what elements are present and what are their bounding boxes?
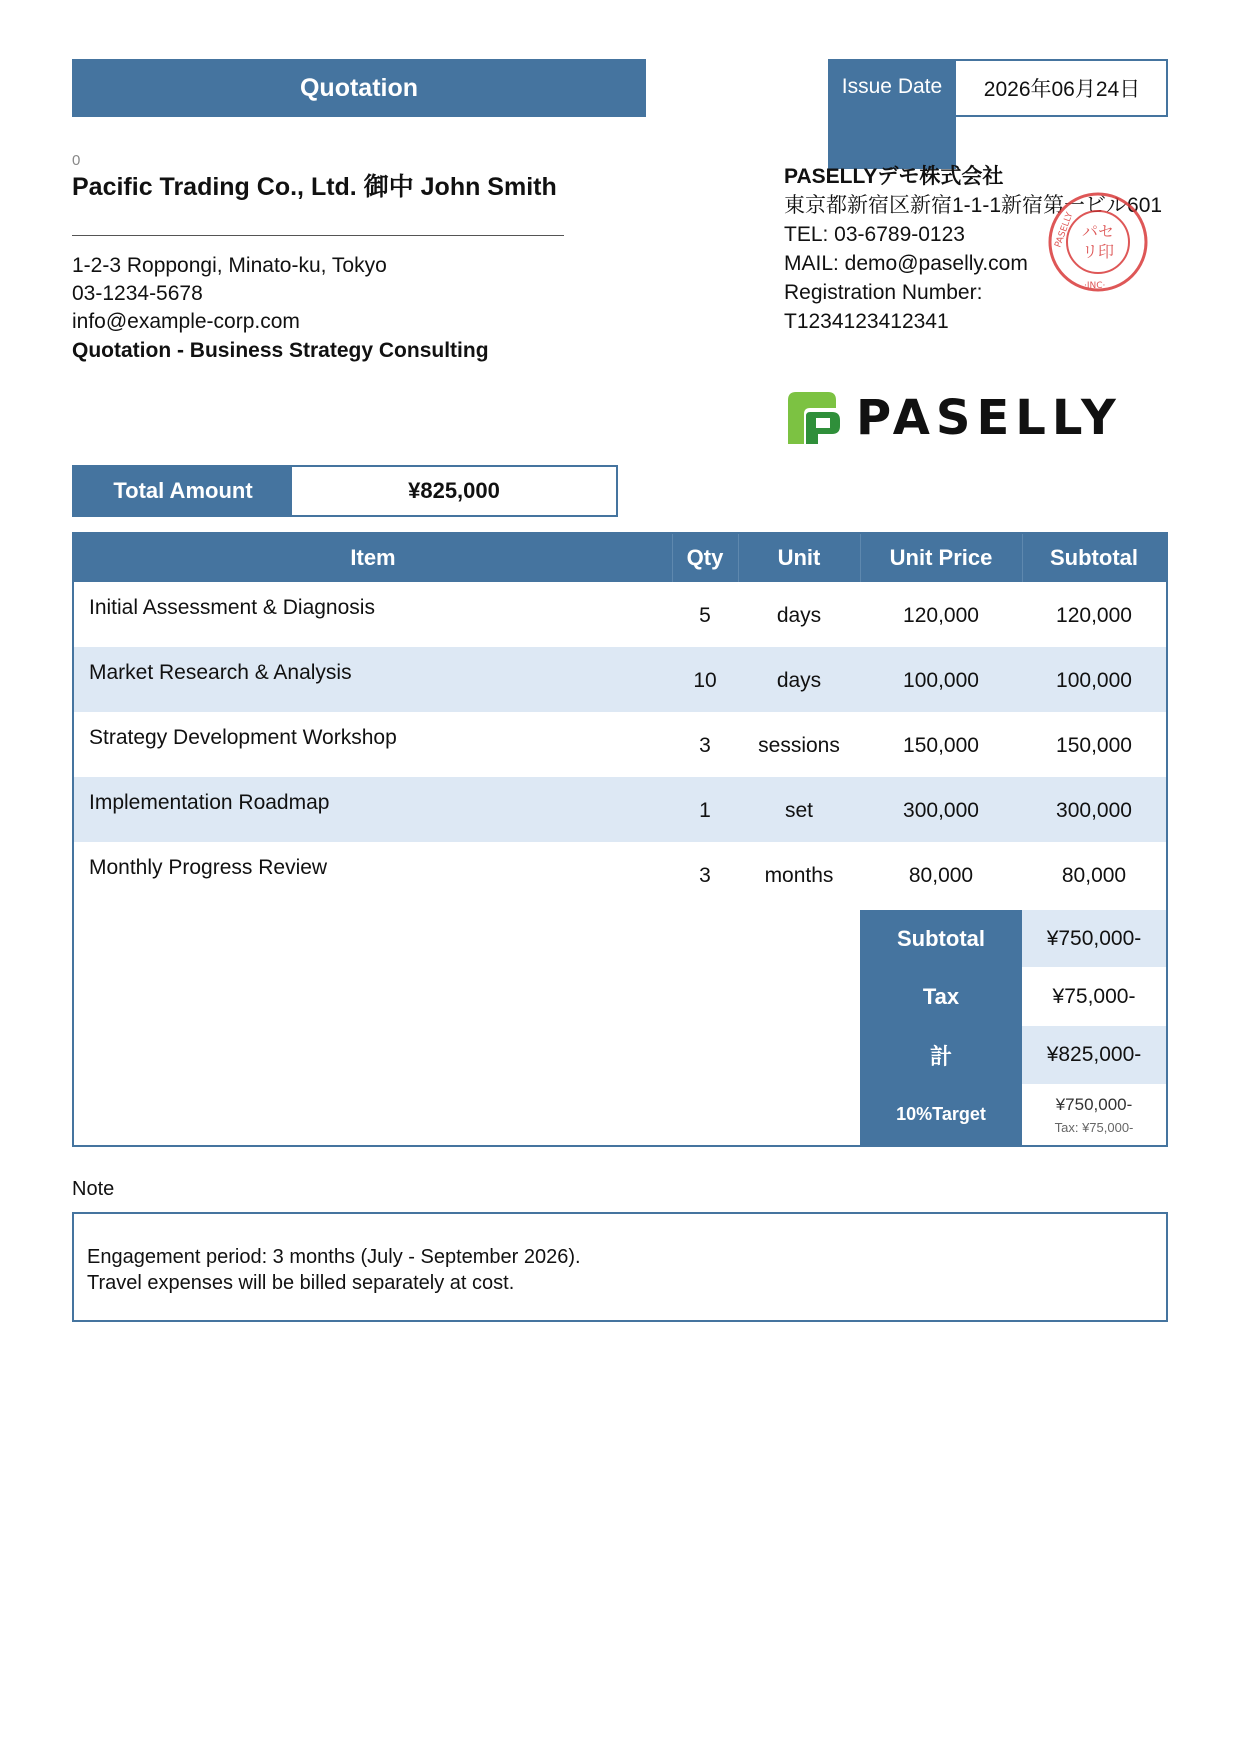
row-qty: 1 xyxy=(699,799,711,822)
table-row xyxy=(74,647,1166,712)
row-unit: months xyxy=(764,864,834,887)
quotation-subject: Quotation - Business Strategy Consulting xyxy=(72,339,489,362)
table-row xyxy=(74,712,1166,777)
client-number: 0 xyxy=(72,152,81,169)
row-unit: days xyxy=(776,669,822,692)
company-logo xyxy=(784,388,1122,448)
row-qty: 5 xyxy=(699,604,711,627)
client-divider xyxy=(72,235,564,236)
row-unit: sessions xyxy=(758,734,840,757)
registration-label: Registration Number: xyxy=(784,281,983,304)
summary-total-label: 計 xyxy=(860,1026,1022,1084)
client-address: 1-2-3 Roppongi, Minato-ku, Tokyo xyxy=(72,254,387,277)
client-phone: 03-1234-5678 xyxy=(72,282,203,305)
note-line: Engagement period: 3 months (July - September 2026). xyxy=(87,1246,581,1268)
row-item: Strategy Development Workshop xyxy=(89,726,397,749)
summary-target-label: 10%Target xyxy=(860,1084,1022,1145)
total-amount-value: ¥825,000 xyxy=(408,478,500,503)
table-row xyxy=(74,777,1166,842)
total-amount-box xyxy=(72,465,618,517)
table-row xyxy=(74,582,1166,647)
row-unit: set xyxy=(784,799,813,822)
row-subtotal: 120,000 xyxy=(1056,604,1132,627)
summary-tax-label: Tax xyxy=(860,967,1022,1026)
summary-target-value: ¥750,000- xyxy=(1055,1094,1133,1114)
total-amount-label: Total Amount xyxy=(74,467,292,515)
company-name: PASELLYデモ株式会社 xyxy=(784,165,1004,188)
summary-subtotal-label: Subtotal xyxy=(860,910,1022,967)
svg-text:リ印: リ印 xyxy=(1081,242,1115,261)
summary-subtotal-value: ¥750,000- xyxy=(1022,910,1166,967)
note-box xyxy=(72,1212,1168,1322)
company-tel: TEL: 03-6789-0123 xyxy=(784,223,965,246)
client-email: info@example-corp.com xyxy=(72,310,300,333)
items-table xyxy=(72,532,1168,1147)
summary-tax-value: ¥75,000- xyxy=(1052,984,1136,1008)
issue-date-label: Issue Date xyxy=(828,59,956,169)
document-title: Quotation xyxy=(72,59,646,117)
note-label: Note xyxy=(72,1178,115,1200)
table-header xyxy=(74,534,1166,582)
row-item: Implementation Roadmap xyxy=(89,791,330,814)
svg-text:·INC·: ·INC· xyxy=(1084,281,1106,291)
summary-target-cell xyxy=(1022,1084,1166,1145)
row-unit-price: 80,000 xyxy=(908,864,974,887)
svg-text:PASELLY: PASELLY xyxy=(1053,211,1076,250)
row-subtotal: 300,000 xyxy=(1056,799,1132,822)
company-mail: MAIL: demo@paselly.com xyxy=(784,252,1028,275)
row-subtotal: 100,000 xyxy=(1056,669,1132,692)
header-unit-price: Unit Price xyxy=(889,545,993,570)
header-unit: Unit xyxy=(777,545,821,570)
row-item: Market Research & Analysis xyxy=(89,661,352,684)
row-unit: days xyxy=(776,604,822,627)
client-name: Pacific Trading Co., Ltd. 御中 John Smith xyxy=(72,173,557,201)
header-qty: Qty xyxy=(686,545,724,570)
row-qty: 3 xyxy=(699,734,711,757)
row-unit-price: 300,000 xyxy=(903,799,979,822)
issue-date-value: 2026年06月24日 xyxy=(983,78,1141,101)
row-item: Initial Assessment & Diagnosis xyxy=(89,596,375,619)
note-line: Travel expenses will be billed separately at cost. xyxy=(87,1272,515,1294)
svg-text:パセ: パセ xyxy=(1081,222,1115,241)
header-item: Item xyxy=(350,545,396,570)
row-qty: 3 xyxy=(699,864,711,887)
company-seal-icon xyxy=(1046,190,1150,294)
row-qty: 10 xyxy=(693,669,717,692)
row-unit-price: 100,000 xyxy=(903,669,979,692)
row-unit-price: 150,000 xyxy=(903,734,979,757)
company-address: 東京都新宿区新宿1-1-1新宿第一ビル601 xyxy=(784,194,1163,217)
row-subtotal: 80,000 xyxy=(1061,864,1127,887)
registration-number: T1234123412341 xyxy=(784,310,949,333)
row-unit-price: 120,000 xyxy=(903,604,979,627)
row-item: Monthly Progress Review xyxy=(89,856,328,879)
logo-wordmark: PASELLY xyxy=(856,390,1122,446)
row-subtotal: 150,000 xyxy=(1056,734,1132,757)
table-row xyxy=(74,842,1166,907)
summary-total-value: ¥825,000- xyxy=(1022,1026,1166,1084)
summary-target-tax: Tax: ¥75,000- xyxy=(1054,1119,1134,1135)
header-subtotal: Subtotal xyxy=(1050,545,1138,570)
